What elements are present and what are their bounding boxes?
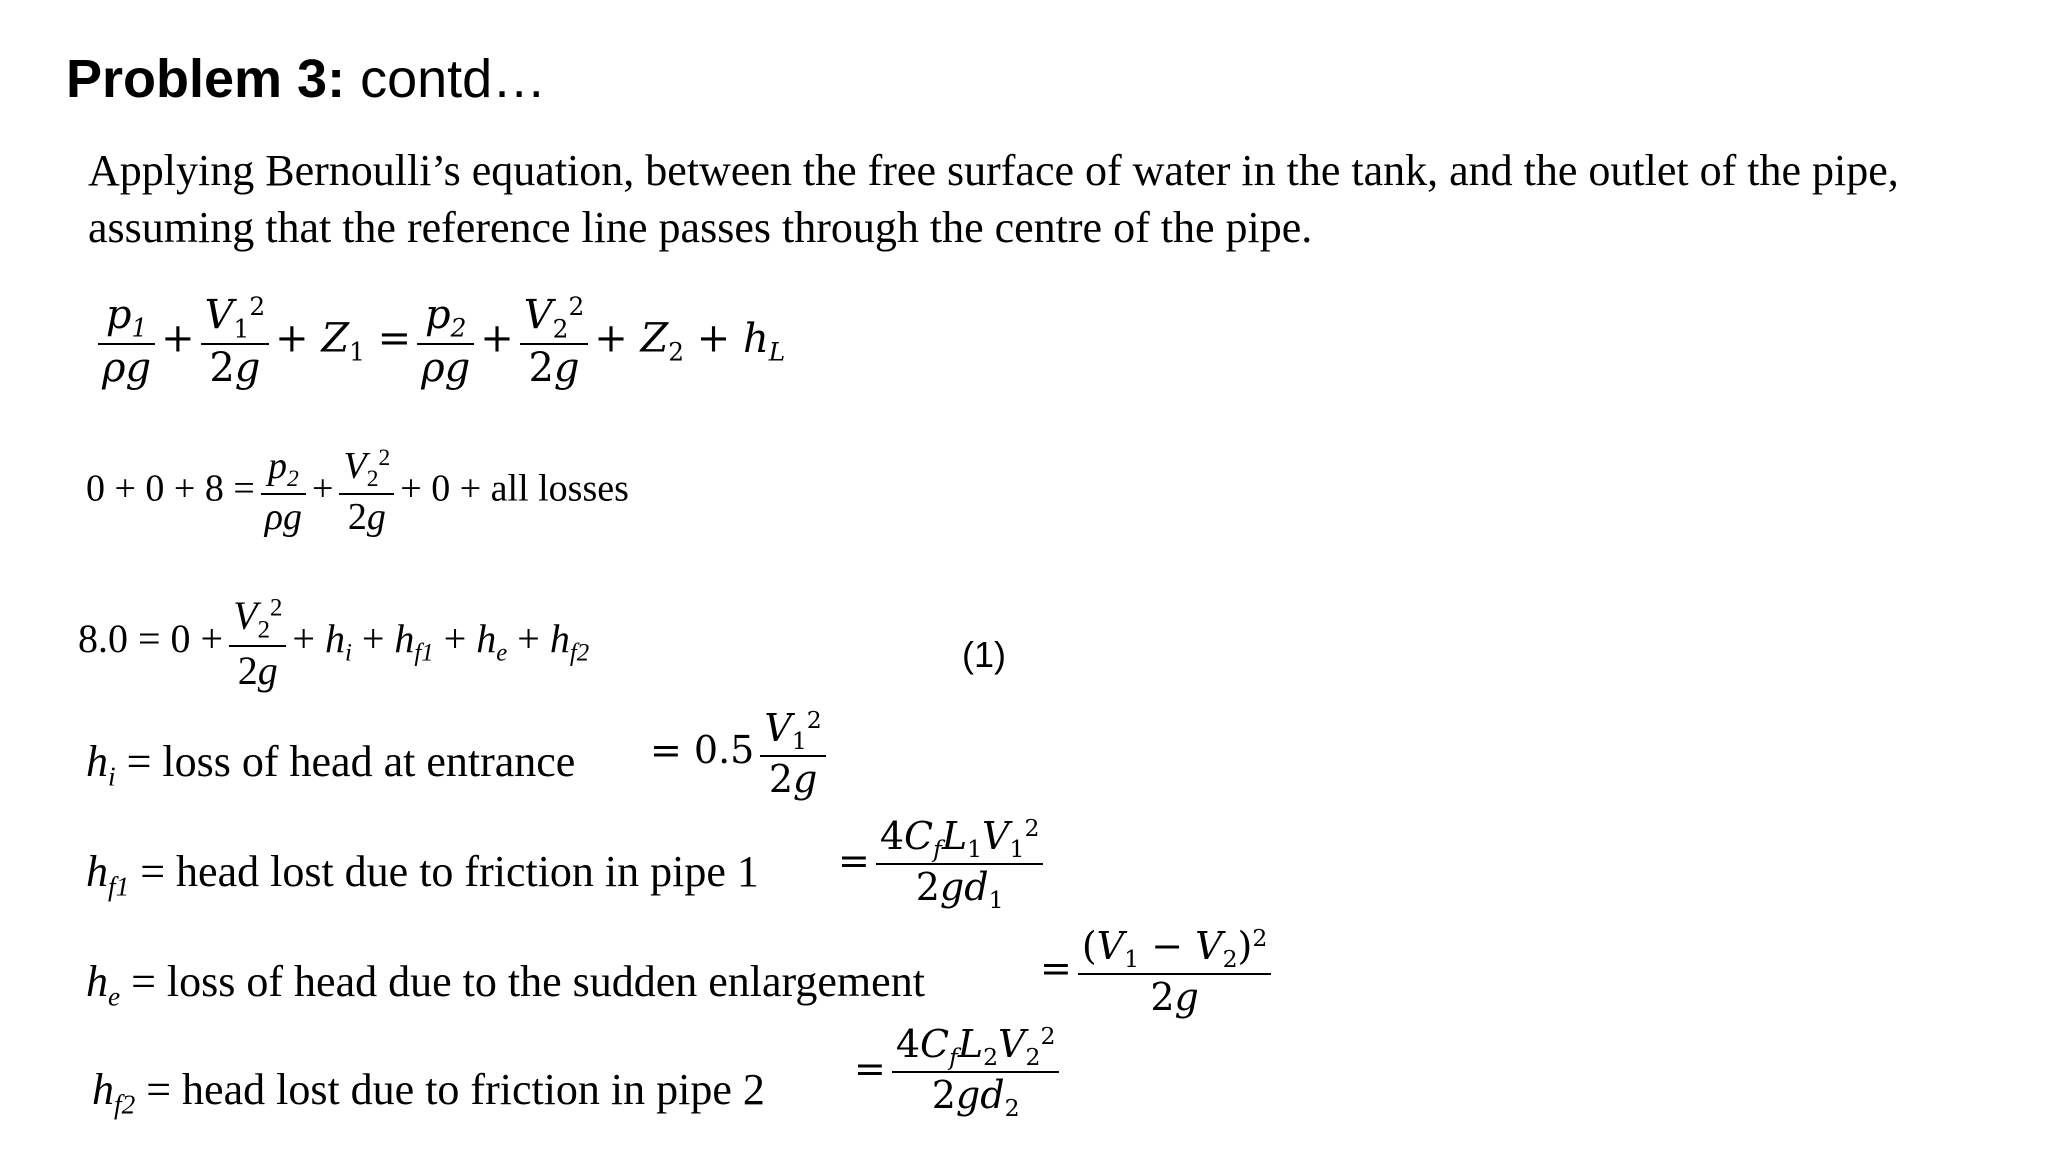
formula-hf1: = $\frac{4C_fL_1V_1^2}{2gd_1}$	[838, 814, 1049, 914]
substituted-equation: 0 + 0 + 8 = $\frac{p_2}{\rho g}$ + $\frac{V_2^2}{2g}$ + 0 + all losses	[86, 445, 629, 539]
bernoulli-equation: $\frac{p_1}{\rho g}$ + $\frac{V_1^2}{2g}$ + $Z_1$ = $\frac{p_2}{\rho g}$ + $\frac{V_2^2}{2g}$ + $Z_2 + h_L$	[92, 292, 785, 391]
page-title	[66, 49, 547, 109]
definition-hi-text: = loss of head at entrance	[126, 737, 576, 786]
definition-hf2: $h_{f2}$ = head lost due to friction in pipe 2	[92, 1065, 765, 1120]
equation-number: (1)	[962, 634, 1006, 675]
definition-hf2-text: = head lost due to friction in pipe 2	[146, 1065, 765, 1114]
definition-hf1: $h_{f1}$ = head lost due to friction in pipe 1	[86, 847, 759, 902]
formula-he: = $\frac{(V_1 - V_2)^2}{2g}$	[1040, 924, 1277, 1019]
definition-he-text: = loss of head due to the sudden enlargement	[131, 957, 925, 1006]
formula-hi: = 0.5 $\frac{V_1^2}{2g}$	[650, 706, 832, 801]
title-bold: Problem 3:	[66, 49, 346, 109]
definition-hi: $h_i$ = loss of head at entrance	[86, 737, 576, 792]
definition-hf1-text: = head lost due to friction in pipe 1	[140, 847, 759, 896]
expanded-equation: 8.0 = 0 + $\frac{V_2^2}{2g}$ + $h_i + h_{f1} + h_e + h_{f2}$	[78, 593, 590, 693]
intro-paragraph: Applying Bernoulli’s equation, between the free surface of water in the tank, and the outlet of the pipe, assuming that the reference line passes through the centre of the pipe.	[88, 146, 1899, 252]
all-losses-text: all losses	[490, 467, 629, 510]
title-rest: contd…	[345, 49, 547, 109]
definition-he: $h_e$ = loss of head due to the sudden enlargement	[86, 957, 925, 1012]
formula-hf2: = $\frac{4C_fL_2V_2^2}{2gd_2}$	[854, 1022, 1065, 1122]
